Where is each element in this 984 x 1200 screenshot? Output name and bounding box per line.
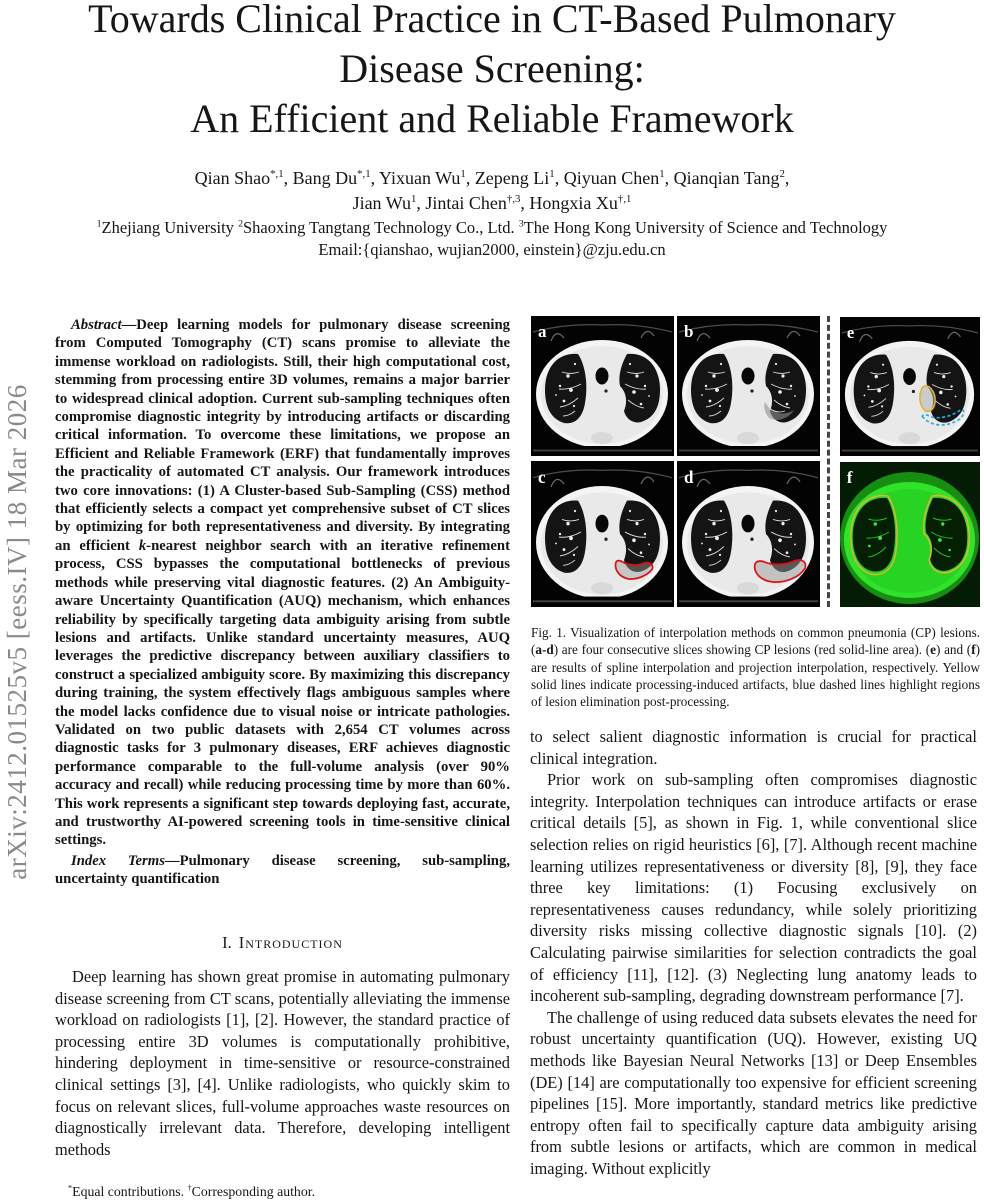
panel-label-e: e: [846, 322, 855, 342]
paper-title: [30, 0, 954, 144]
ct-slice-e: [840, 317, 980, 456]
authors-line-1: Qian Shao$^{*,1}$, Bang $Du^{*,1}$, Yixuan Wu$^1$, Zepeng Li$^1$, Qiyuan Chen$^1$, Qianqian Tang$^2$,: [194, 168, 790, 188]
panel-label-b: b: [684, 322, 694, 341]
paragraph-uq-challenge: The challenge of using reduced data subsets elevates the need for robust uncertainty quantification (UQ). However, existing UQ methods like Bayesian Neural Networks [13] or Deep Ensembles (DE) [14] are computationally too expensive for efficient screening pipelines [15]. More importantly, standard metrics like predictive entropy often fail to specifically capture data ambiguity arising from subtle lesions or artifacts, which are common in medical imaging. Without explicitly: [530, 1007, 977, 1178]
panel-label-d: d: [684, 467, 694, 487]
abstract-paragraph: Abstract—Deep learning models for pulmonary disease screening from Computed Tomography (CT) scans promise to alleviate the immense workload on radiologists. Still, their high computational cost, stemming from processing entire 3D volumes, remains a major barrier to widespread clinical adoption. Current sub-sampling techniques often compromise diagnostic integrity by introducing artifacts or discarding critical information. To overcome these limitations, we propose an Efficient and Reliable Framework (ERF) that fundamentally improves the practicality of automated CT analysis. Our framework introduces two core innovations: (1) A Cluster-based Sub-Sampling (CSS) method that efficiently selects a compact yet comprehensive subset of CT slices by optimizing for both representativeness and diversity. By integrating an efficient k-nearest neighbor search with an iterative refinement process, CSS bypasses the computational bottlenecks of previous methods while preserving vital diagnostic features. (2) An Ambiguity-aware Uncertainty Quantification (AUQ) mechanism, which enhances reliability by specifically targeting data ambiguity arising from subtle lesions and artifacts. Unlike standard uncertainty measures, AUQ leverages the predictive discrepancy between auxiliary classifiers to construct a specialized ambiguity score. By maximizing this discrepancy during training, the system effectively flags ambiguous samples where the model lacks confidence due to visual noise or intricate pathologies. Validated on two public datasets with 2,654 CT volumes across diagnostic tasks for 3 pulmonary diseases, ERF achieves diagnostic performance comparable to the full-volume analysis (over 90% accuracy and recall) while reducing processing time by more than 60%. This work represents a significant step towards deploying fast, accurate, and trustworthy AI-powered screening tools in time-sensitive clinical settings.: [55, 317, 510, 849]
introduction-paragraph: Deep learning has shown great promise in automating pulmonary disease screening from CT scans, potentially alleviating the immense workload on radiologists [1], [2]. However, the standard practice of processing entire 3D volumes is computationally prohibitive, hindering deployment in time-sensitive or resource-constrained clinical settings [3], [4]. Unlike radiologists, who quickly skim to focus on relevant slices, full-volume approaches waste resources on diagnostically irrelevant data. Therefore, developing intelligent methods: [55, 967, 510, 1159]
right-column: [530, 726, 977, 1179]
ct-panel-b: [677, 316, 820, 456]
panel-label-a: a: [538, 322, 547, 341]
author-footnote: *Equal contributions. †Corresponding author.: [55, 1183, 510, 1200]
email-line: Email:{qianshao, wujian2000, einstein}@zju.edu.cn: [318, 240, 666, 259]
ct-panel-f: [840, 462, 980, 607]
ct-panel-d: [677, 461, 820, 607]
byline: [20, 166, 964, 261]
section-heading-introduction: [55, 933, 510, 953]
arxiv-banner: arXiv:2412.01525v5 [eess.IV] 18 Mar 2026: [2, 384, 32, 880]
panel-label-f: f: [846, 467, 853, 488]
title-line-1: Towards Clinical Practice in CT-Based Pulmonary: [88, 0, 896, 41]
ct-slice-c: [531, 461, 674, 607]
figure-dashed-divider: [827, 316, 830, 607]
panel-label-c: c: [538, 467, 546, 487]
paragraph-continuation: to select salient diagnostic information is crucial for practical clinical integration.: [530, 727, 977, 768]
ct-slice-a: [531, 316, 674, 456]
index-terms: Index Terms—Pulmonary disease screening, sub-sampling, uncertainty quantification: [55, 852, 510, 888]
figure-1: [531, 316, 980, 607]
title-line-2: Disease Screening:: [339, 46, 645, 91]
authors-line-2: Jian Wu$^1$, Jintai Chen$^{\dagger,3}$, Hongxia $Xu^{\dagger,1}$: [352, 193, 632, 213]
affiliations: $^1$Zhejiang University $^2$Shaoxing Tangtang Technology Co., Ltd. $^3$The Hong Kong University of Science and Technology: [96, 218, 888, 237]
introduction-section: [55, 933, 510, 1160]
ct-panel-e: [840, 317, 980, 456]
abstract-section: [55, 316, 510, 889]
section-number: I.: [222, 933, 232, 952]
title-line-3: An Efficient and Reliable Framework: [190, 96, 794, 141]
figure-1-caption: Fig. 1. Visualization of interpolation methods on common pneumonia (CP) lesions. (a-d) are four consecutive slices showing CP lesions (red solid-line area). (e) and (f) are results of spline interpolation and projection interpolation, respectively. Yellow solid lines indicate processing-induced artifacts, blue dashed lines highlight regions of lesion elimination post-processing.: [531, 625, 980, 710]
projection-slice-f: [840, 462, 980, 607]
section-title: Introduction: [238, 933, 343, 952]
ct-slice-b: [677, 316, 820, 456]
ct-panel-c: [531, 461, 674, 607]
paragraph-prior-work: Prior work on sub-sampling often compromises diagnostic integrity. Interpolation techniques can introduce artifacts or erase critical details [5], as shown in Fig. 1, while conventional slice selection relies on rigid heuristics [6], [7]. Although recent machine learning utilizes representativeness or diversity [8], [9], they face three key limitations: (1) Focusing exclusively on representativeness causes redundancy, while solely prioritizing diversity risks missing collective diagnostic signals [10]. (2) Calculating pairwise similarities for selection contradicts the goal of efficiency [11], [12]. (3) Neglecting lung anatomy leads to incoherent sub-sampling, degrading downstream performance [7].: [530, 770, 977, 1006]
ct-panel-a: [531, 316, 674, 456]
ct-slice-d: [677, 461, 820, 607]
